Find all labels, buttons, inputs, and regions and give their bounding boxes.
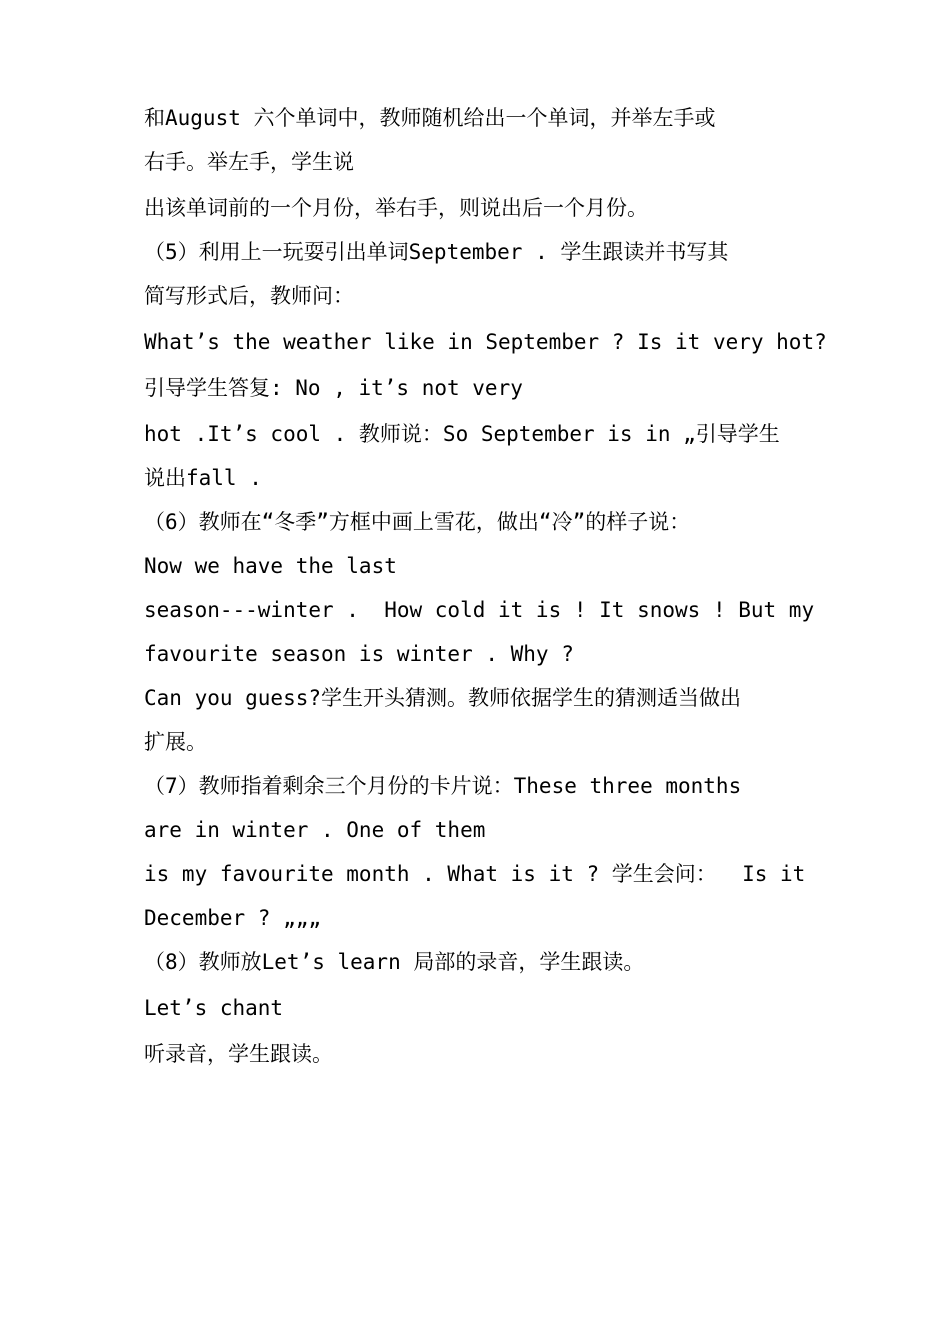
text-line: December ? „„„ bbox=[144, 906, 322, 930]
text-line: Can you guess?学生开头猜测。教师依据学生的猜测适当做出 bbox=[144, 686, 742, 710]
text-line: 扩展。 bbox=[144, 730, 207, 754]
text-line: is my favourite month . What is it ? 学生会问： Is it bbox=[144, 862, 806, 886]
text-line: Let’s chant bbox=[144, 996, 284, 1020]
text-line: （8）教师放Let’s learn 局部的录音，学生跟读。 bbox=[144, 950, 645, 974]
text-line: 说出fall . bbox=[144, 466, 262, 490]
text-line: 和August 六个单词中，教师随机给出一个单词，并举左手或 bbox=[144, 106, 716, 130]
text-line: （6）教师在“冬季”方框中画上雪花，做出“冷”的样子说： bbox=[144, 510, 691, 534]
text-line: season---winter . How cold it is ! It snows ! But my bbox=[144, 598, 815, 622]
text-line: hot .It’s cool . 教师说：So September is in „引导学生 bbox=[144, 422, 780, 446]
text-line: （7）教师指着剩余三个月份的卡片说：These three months bbox=[144, 774, 742, 798]
text-line: 出该单词前的一个月份，举右手，则说出后一个月份。 bbox=[144, 196, 648, 220]
text-line: Now we have the last bbox=[144, 554, 397, 578]
text-line: What’s the weather like in September ? Is it very hot? bbox=[144, 330, 827, 354]
text-line: favourite season is winter . Why ? bbox=[144, 642, 574, 666]
text-line: （5）利用上一玩耍引出单词September . 学生跟读并书写其 bbox=[144, 240, 729, 264]
text-line: 引导学生答复: No , it’s not very bbox=[144, 376, 523, 400]
text-line: 听录音，学生跟读。 bbox=[144, 1042, 333, 1066]
text-line: 简写形式后，教师问： bbox=[144, 284, 354, 308]
text-line: are in winter . One of them bbox=[144, 818, 486, 842]
text-line: 右手。举左手，学生说 bbox=[144, 150, 354, 174]
